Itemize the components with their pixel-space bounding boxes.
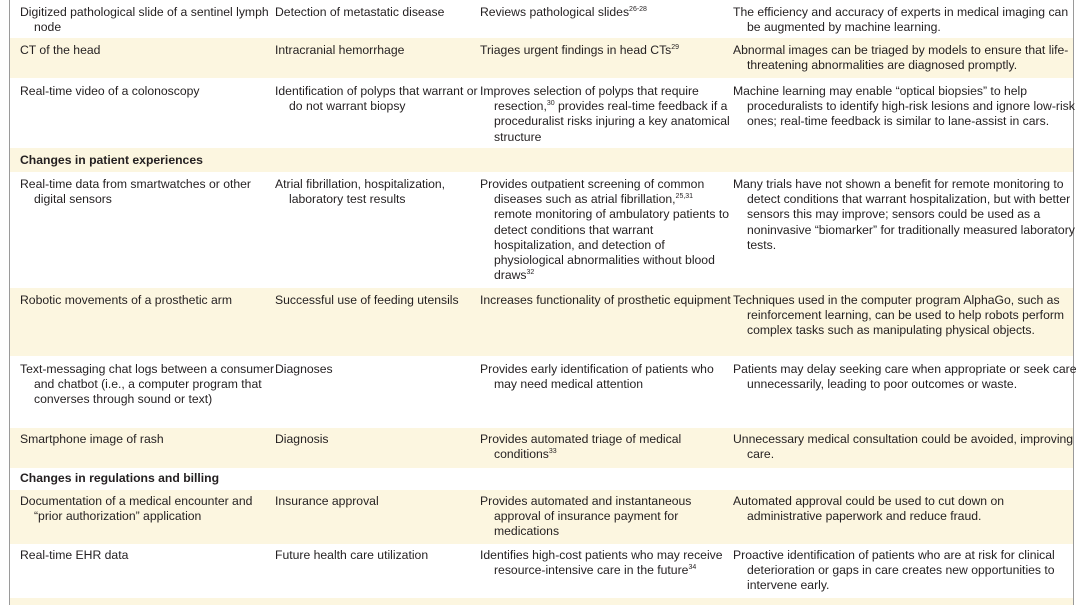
table-row (10, 428, 1073, 468)
task-cell: Intracranial hemorrhage (275, 43, 405, 57)
input-data-cell: CT of the head (20, 43, 101, 57)
opportunity-text: Improves selection of polyps that require resection, (480, 84, 699, 114)
comment-cell: Patients may delay seeking care when appropriate or seek care unnecessarily, leading to poor outcomes or waste. (733, 362, 1077, 392)
opportunity-cell: Increases functionality of prosthetic equipment (480, 293, 731, 307)
input-data-cell: Text-messaging chat logs between a consumer and chatbot (i.e., a computer program that converses through sound or text) (20, 362, 275, 407)
table-row (10, 544, 1073, 598)
task-cell: Insurance approval (275, 494, 379, 508)
input-data-cell: Real-time EHR data (20, 548, 129, 562)
comment-cell: Proactive identification of patients who are at risk for clinical deterioration or gaps in care creates new opportunities to intervene early. (733, 548, 1055, 593)
opportunity-text: Reviews pathological slides (480, 5, 630, 19)
input-data-cell: Real-time video of a colonoscopy (20, 84, 200, 98)
reference-superscript: 33 (548, 448, 557, 456)
next-row-cropped (10, 598, 1073, 605)
comment-cell: Techniques used in the computer program AlphaGo, such as reinforcement learning, can be used to help robots perform complex tasks such as manipulating physical objects. (733, 293, 1065, 338)
opportunity-cell (480, 548, 734, 578)
comment-cell: Machine learning may enable “optical biopsies” to help proceduralists to identify high-risk lesions and ignore low-risk ones; real-time feedback is similar to lane-assist in cars. (733, 84, 1075, 129)
table-row (10, 78, 1073, 148)
opportunity-text: Identifies high-cost patients who may receive resource-intensive care in the future (480, 548, 723, 578)
section-header-row (10, 148, 1073, 172)
comment-cell: Abnormal images can be triaged by models to ensure that life-threatening abnormalities are diagnosed promptly. (733, 43, 1069, 73)
opportunity-text-continued: remote monitoring of ambulatory patients to detect conditions that warrant hospitalization, and detection of physiological abnormalities without blood draws (494, 207, 730, 283)
input-data-cell: Robotic movements of a prosthetic arm (20, 293, 233, 307)
opportunity-cell (480, 5, 734, 20)
comment-cell: The efficiency and accuracy of experts in medical imaging can be augmented by machine learning. (733, 5, 1069, 35)
section-header-row (10, 468, 1073, 490)
task-cell: Diagnosis (275, 432, 329, 446)
input-data-cell: Smartphone image of rash (20, 432, 164, 446)
opportunity-cell (480, 43, 734, 58)
task-cell: Atrial fibrillation, hospitalization, laboratory test results (275, 177, 446, 207)
task-cell: Detection of metastatic disease (275, 5, 445, 19)
reference-superscript: 29 (671, 43, 680, 51)
opportunity-text: Provides automated triage of medical conditions (480, 432, 682, 462)
table-row (10, 356, 1077, 428)
section-title: Changes in regulations and billing (20, 471, 220, 485)
opportunity-text-continued: provides real-time feedback if a proceduralist risks injuring a key anatomical structure (494, 99, 730, 144)
comment-cell: Unnecessary medical consultation could be avoided, improving care. (733, 432, 1074, 462)
reference-superscript: 26-28 (629, 5, 647, 13)
reference-superscript: 30 (546, 100, 555, 108)
section-title: Changes in patient experiences (20, 153, 203, 167)
input-data-cell: Real-time data from smartwatches or other digital sensors (20, 177, 251, 207)
opportunity-cell (480, 177, 734, 283)
task-cell: Identification of polyps that warrant or do not warrant biopsy (275, 84, 478, 114)
task-cell: Future health care utilization (275, 548, 429, 562)
opportunity-cell: Provides automated and instantaneous approval of insurance payment for medications (480, 494, 692, 539)
table-row (10, 288, 1073, 356)
opportunity-text: Provides outpatient screening of common diseases such as atrial fibrillation, (480, 177, 705, 207)
reference-superscript: 34 (688, 564, 697, 572)
opportunity-cell (480, 84, 734, 145)
table-row (10, 490, 1073, 544)
comment-cell: Automated approval could be used to cut down on administrative paperwork and reduce fraud. (733, 494, 1005, 524)
reference-superscript: 25,31 (675, 193, 694, 201)
comment-cell: Many trials have not shown a benefit for remote monitoring to detect conditions that warrant hospitalization, but with better sensors this may improve; sensors could be used as a noninvasive “biomarker” for traditionally measured laboratory tests. (733, 177, 1075, 252)
reference-superscript: 32 (526, 269, 535, 277)
opportunity-text: Triages urgent findings in head CTs (480, 43, 672, 57)
task-cell: Diagnoses (275, 362, 333, 376)
input-data-cell: Digitized pathological slide of a sentinel lymph node (20, 5, 269, 35)
task-cell: Successful use of feeding utensils (275, 293, 459, 307)
table-row (10, 0, 1073, 38)
table-row (10, 38, 1073, 78)
input-data-cell: Documentation of a medical encounter and “prior authorization” application (20, 494, 253, 524)
table-row (10, 172, 1073, 288)
opportunity-cell: Provides early identification of patients who may need medical attention (480, 362, 714, 392)
opportunity-cell (480, 432, 734, 462)
